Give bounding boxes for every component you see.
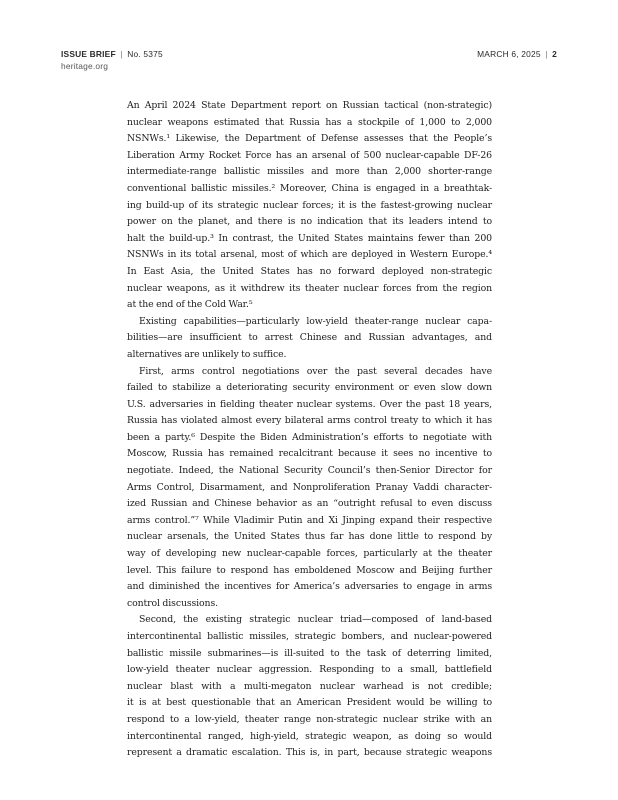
text-line: NSNWs.¹ Likewise, the Department of Defense assesses that the People’s — [127, 133, 492, 145]
article-body — [127, 98, 492, 762]
text-line: way of developing new nuclear-capable forces, particularly at the theater — [127, 548, 492, 560]
text-line: and diminished the incentives for America’s adversaries to engage in arms — [127, 581, 492, 593]
text-line: alternatives are unlikely to suffice. — [127, 348, 287, 360]
text-line: arms control.”⁷ While Vladimir Putin and Xi Jinping expand their respective — [127, 514, 492, 526]
text-line: nuclear weapons estimated that Russia has a stockpile of 1,000 to 2,000 — [127, 116, 492, 128]
page-header — [61, 48, 557, 78]
text-line: An April 2024 State Department report on Russian tactical (non-strategic) — [127, 100, 492, 111]
issue-brief-line — [61, 48, 163, 60]
text-line: been a party.⁶ Despite the Biden Administration’s efforts to negotiate with — [127, 431, 492, 443]
header-separator-right: | — [545, 49, 548, 59]
text-line: First, arms control negotiations over the past several decades have — [139, 365, 492, 377]
text-line: power on the planet, and there is no indication that its leaders intend to — [127, 216, 492, 228]
issue-brief-number: No. 5375 — [127, 49, 163, 59]
text-line: intercontinental ranged, high-yield, strategic weapon, as doing so would — [127, 730, 492, 742]
header-right — [477, 48, 557, 60]
text-line: bilities—are insufficient to arrest Chinese and Russian advantages, and — [127, 332, 492, 344]
text-line: ballistic missile submarines—is ill-suited to the task of deterring limited, — [127, 647, 492, 659]
text-line: Liberation Army Rocket Force has an arsenal of 500 nuclear-capable DF-26 — [127, 149, 492, 161]
text-line: intermediate-range ballistic missiles and more than 2,000 shorter-range — [127, 166, 492, 178]
text-line: Russia has violated almost every bilateral arms control treaty to which it has — [127, 415, 492, 427]
page-number: 2 — [552, 49, 557, 59]
text-line: it is at best questionable that an American President would be willing to — [127, 697, 492, 709]
text-line: Arms Control, Disarmament, and Nonproliferation Pranay Vaddi character- — [127, 481, 492, 493]
text-line: control discussions. — [127, 597, 218, 609]
text-line: Second, the existing strategic nuclear triad—composed of land-based — [139, 614, 492, 626]
text-line: ing build-up of its strategic nuclear forces; it is the fastest-growing nuclear — [127, 199, 492, 211]
text-line: U.S. adversaries in fielding theater nuclear systems. Over the past 18 years, — [127, 398, 492, 410]
text-line: low-yield theater nuclear aggression. Responding to a small, battlefield — [127, 664, 492, 676]
text-line: failed to stabilize a deteriorating security environment or even slow down — [127, 382, 492, 394]
text-line: nuclear blast with a multi-megaton nuclear warhead is not credible; — [127, 680, 492, 692]
text-line: In East Asia, the United States has no forward deployed non-strategic — [127, 265, 492, 277]
website-link[interactable]: heritage.org — [61, 61, 109, 71]
text-line: intercontinental ballistic missiles, strategic bombers, and nuclear-powered — [127, 631, 492, 642]
header-left — [61, 48, 163, 72]
header-separator: | — [120, 49, 123, 59]
text-line: Moscow, Russia has remained recalcitrant because it sees no incentive to — [127, 448, 492, 460]
text-line: halt the build-up.³ In contrast, the United States maintains fewer than 200 — [127, 232, 492, 244]
text-line: Existing capabilities—particularly low-yield theater-range nuclear capa- — [139, 315, 492, 327]
text-line: at the end of the Cold War.⁵ — [127, 299, 253, 311]
text-line: NSNWs in its total arsenal, most of which are deployed in Western Europe.⁴ — [127, 249, 492, 261]
text-line: nuclear arsenals, the United States thus far has done little to respond by — [127, 531, 492, 543]
text-line: respond to a low-yield, theater range non-strategic nuclear strike with an — [127, 713, 492, 725]
text-line: conventional ballistic missiles.² Moreover, China is engaged in a breathtak- — [127, 182, 492, 194]
publication-date: MARCH 6, 2025 — [477, 49, 541, 59]
text-line: negotiate. Indeed, the National Security Council’s then-Senior Director for — [127, 465, 492, 477]
text-line: ized Russian and Chinese behavior as an “outright refusal to even discuss — [127, 498, 492, 510]
issue-brief-label: ISSUE BRIEF — [61, 49, 116, 59]
text-line: nuclear weapons, as it withdrew its theater nuclear forces from the region — [127, 282, 492, 294]
text-line: level. This failure to respond has emboldened Moscow and Beijing further — [127, 564, 492, 576]
text-line: represent a dramatic escalation. This is, in part, because strategic weapons — [127, 747, 492, 759]
